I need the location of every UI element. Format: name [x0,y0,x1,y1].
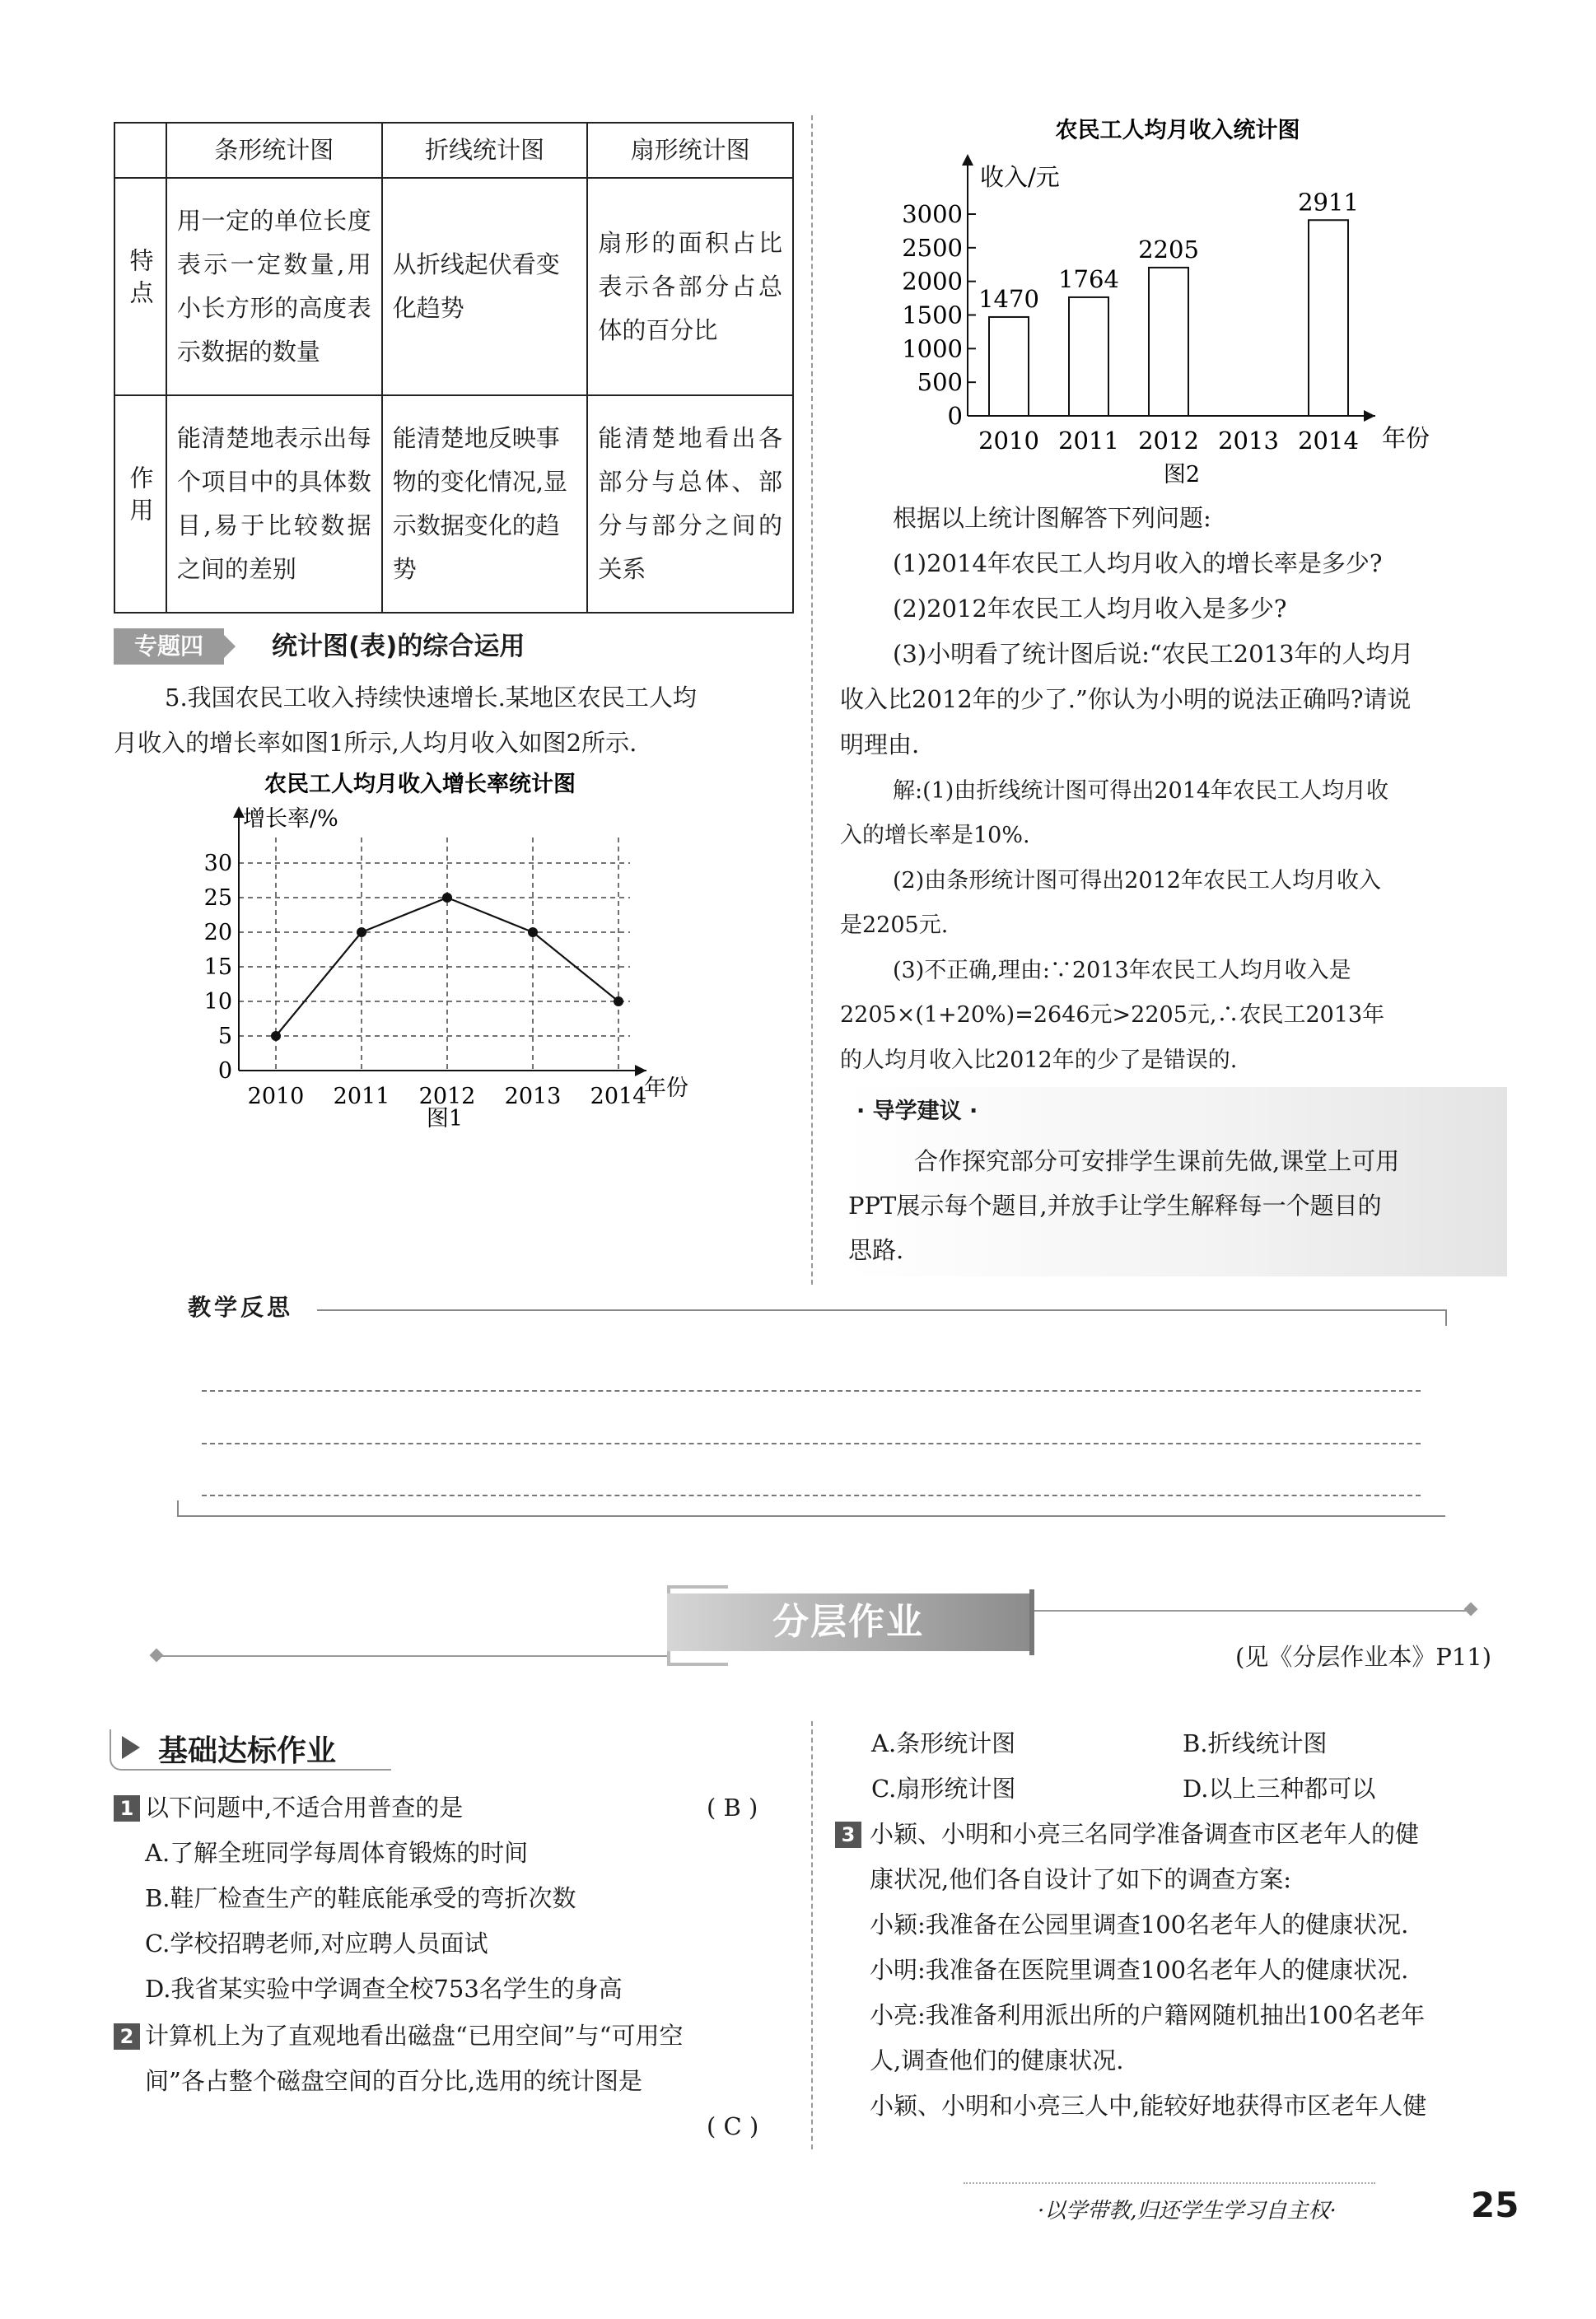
q2-stem-line1: 计算机上为了直观地看出磁盘“已用空间”与“可用空 [145,2022,684,2050]
line-chart-ytick: 5 [217,1024,232,1049]
table-row [114,178,793,395]
banner-end-bar [1029,1589,1034,1655]
problem-5-line1: 5.我国农民工收入持续快速增长.某地区农民工人均 [165,684,697,712]
comparison-table [114,122,794,614]
reflection-top-rule [317,1309,1445,1311]
cell-bar-use: 能清楚地表示出每个项目中的具体数目,易于比较数据之间的差别 [166,395,382,613]
solution-2-line1: (2)由条形统计图可得出2012年农民工人均月收入 [893,868,1381,894]
homework-reference: (见《分层作业本》P11) [1235,1643,1492,1671]
bar-chart-y-arrow-icon [962,154,973,166]
cell-bar-feature: 用一定的单位长度表示一定数量,用小长方形的高度表示数据的数量 [166,178,382,395]
bar-chart-bar [1309,220,1348,416]
bar-chart-ytick: 500 [917,368,963,397]
question-number-badge: 3 [835,1822,861,1848]
bar-chart-xlabel: 年份 [1382,424,1430,452]
row-label-use: 作用 [114,395,166,613]
q2-option-d: D.以上三种都可以 [1183,1775,1376,1803]
row-label-feature: 特点 [114,178,166,395]
q3-line2: 康状况,他们各自设计了如下的调查方案: [870,1865,1291,1893]
line-chart-xtick: 2010 [247,1084,305,1109]
line-chart-point [357,927,366,937]
bar-chart-ytick: 1500 [902,301,963,329]
bar-chart-xtick: 2012 [1138,427,1199,455]
banner-rule-right [1029,1610,1466,1612]
cell-line-use: 能清楚地反映事物的变化情况,显示数据变化的趋势 [382,395,588,613]
topic-title: 统计图(表)的综合运用 [272,632,525,661]
bar-chart-ytick: 2000 [902,267,963,296]
bar-chart-ytick: 3000 [902,200,963,228]
bar-chart-caption: 图2 [1163,462,1201,488]
solution-1-line1: 解:(1)由折线统计图可得出2014年农民工人均月收 [893,778,1389,804]
q2-option-c: C.扇形统计图 [871,1775,1016,1803]
bar-chart-ytick: 0 [947,402,963,430]
reflection-left-tick [177,1500,179,1517]
bar-chart-ytick: 1000 [902,334,963,363]
line-chart-ylabel: 增长率/% [243,806,338,832]
reflection-title: 教学反思 [188,1294,294,1321]
solution-3-line2: 2205×(1+20%)=2646元>2205元,∴农民工2013年 [840,1002,1385,1028]
line-chart-xtick: 2012 [418,1084,476,1109]
q1-option-b: B.鞋厂检查生产的鞋底能承受的弯折次数 [145,1884,576,1912]
line-chart-xlabel: 年份 [644,1076,688,1101]
line-chart-point [614,996,623,1006]
question-3-line3: 明理由. [840,730,920,758]
solution-1-line2: 入的增长率是10%. [840,823,1030,848]
q3-line1: 小颖、小明和小亮三名同学准备调查市区老年人的健 [870,1820,1420,1848]
bar-chart-bar [1069,297,1108,416]
guide-line1: 合作探究部分可安排学生课前先做,课堂上可用 [914,1147,1400,1175]
question-3-line2: 收入比2012年的少了.”你认为小明的说法正确吗?请说 [840,685,1412,713]
page-number: 25 [1471,2185,1519,2225]
bar-chart-data-label: 1764 [1058,264,1119,293]
reflection-line [202,1443,1421,1444]
bar-chart-xtick: 2011 [1058,427,1119,455]
q3-line3: 小颖:我准备在公园里调查100名老年人的健康状况. [870,1911,1409,1939]
solution-2-line2: 是2205元. [840,912,949,938]
table-header-line: 折线统计图 [382,123,588,178]
cell-line-feature: 从折线起伏看变化趋势 [382,178,588,395]
cell-pie-feature: 扇形的面积占比表示各部分占总体的百分比 [587,178,793,395]
bar-chart-ytick: 2500 [902,233,963,262]
footer-rule [964,2182,1375,2184]
basic-section-title: 基础达标作业 [158,1734,337,1768]
table-row [114,395,793,613]
question-number-badge: 1 [114,1795,140,1822]
line-chart-ytick: 30 [203,851,232,876]
footer-motto: ·以学带教,归还学生学习自主权· [1038,2199,1337,2223]
guide-title: · 导学建议 · [856,1099,978,1124]
bar-chart-xtick: 2010 [978,427,1039,455]
q2-option-b: B.折线统计图 [1183,1729,1328,1757]
q3-line5: 小亮:我准备利用派出所的户籍网随机抽出100名老年 [870,2001,1426,2029]
reflection-line [202,1495,1421,1496]
questions-intro: 根据以上统计图解答下列问题: [893,504,1211,532]
line-chart-xtick: 2013 [504,1084,562,1109]
cell-pie-use: 能清楚地看出各部分与总体、部分与部分之间的关系 [587,395,793,613]
question-3-line1: (3)小明看了统计图后说:“农民工2013年的人均月 [893,640,1414,668]
column-divider [811,115,813,1285]
reflection-line [202,1390,1421,1392]
q1-stem: 以下问题中,不适合用普查的是 [145,1794,464,1822]
table-header-bar: 条形统计图 [166,123,382,178]
bar-chart-data-label: 1470 [978,284,1039,313]
line-chart-ytick: 20 [203,920,232,945]
q1-option-d: D.我省某实验中学调查全校753名学生的身高 [145,1975,623,2003]
table-header-pie: 扇形统计图 [587,123,793,178]
bar-chart [873,107,1499,494]
line-chart-ytick: 25 [203,885,232,911]
reflection-bottom-rule [177,1515,1445,1517]
q3-line6: 人,调查他们的健康状况. [870,2046,1124,2074]
bar-chart-data-label: 2205 [1138,235,1199,264]
column-divider [811,1721,813,2149]
reflection-right-tick [1445,1309,1447,1326]
line-chart-title: 农民工人均月收入增长率统计图 [264,772,576,797]
line-chart-x-arrow-icon [635,1065,646,1076]
bar-chart-ylabel: 收入/元 [980,163,1060,191]
solution-3-line1: (3)不正确,理由:∵2013年农民工人均月收入是 [893,958,1351,983]
topic-tag: 专题四 [114,628,224,665]
homework-banner: 分层作业 [667,1593,1029,1651]
bar-chart-bar [989,317,1029,416]
line-chart-xtick: 2014 [590,1084,647,1109]
line-chart [181,770,741,1149]
q2-answer: ( C ) [707,2112,759,2140]
guide-line3: 思路. [848,1236,904,1264]
bar-chart-xtick: 2013 [1218,427,1279,455]
question-1: (1)2014年农民工人均月收入的增长率是多少? [893,549,1383,577]
line-chart-ytick: 15 [203,954,232,980]
banner-diamond-icon [1464,1603,1478,1617]
question-number-badge: 2 [114,2023,140,2050]
question-2: (2)2012年农民工人均月收入是多少? [893,595,1287,623]
bar-chart-data-label: 2911 [1298,188,1359,217]
bar-chart-x-arrow-icon [1364,410,1375,422]
bar-chart-title: 农民工人均月收入统计图 [1055,118,1300,143]
problem-5-line2: 月收入的增长率如图1所示,人均月收入如图2所示. [114,729,637,757]
q3-line7: 小颖、小明和小亮三人中,能较好地获得市区老年人健 [870,2092,1427,2120]
line-chart-xtick: 2011 [333,1084,390,1109]
line-chart-caption: 图1 [426,1106,464,1132]
q1-option-c: C.学校招聘老师,对应聘人员面试 [145,1929,488,1957]
q3-line4: 小明:我准备在医院里调查100名老年人的健康状况. [870,1956,1409,1984]
solution-3-line3: 的人均月收入比2012年的少了是错误的. [840,1048,1238,1073]
line-chart-point [528,927,538,937]
q1-option-a: A.了解全班同学每周体育锻炼的时间 [145,1839,529,1867]
table-header-corner [114,123,166,178]
bar-chart-bar [1149,268,1188,416]
q2-stem-line2: 间”各占整个磁盘空间的百分比,选用的统计图是 [145,2067,643,2095]
banner-rule-left [156,1655,667,1657]
q1-answer: ( B ) [707,1794,758,1822]
guide-line2: PPT展示每个题目,并放手让学生解释每一个题目的 [848,1192,1382,1220]
banner-diamond-icon [150,1649,164,1663]
q2-option-a: A.条形统计图 [871,1729,1016,1757]
line-chart-point [442,893,452,903]
line-chart-ytick: 10 [203,989,232,1015]
arrow-icon [122,1736,140,1759]
line-chart-point [271,1031,281,1041]
line-chart-ytick: 0 [217,1058,232,1084]
bar-chart-xtick: 2014 [1298,427,1359,455]
